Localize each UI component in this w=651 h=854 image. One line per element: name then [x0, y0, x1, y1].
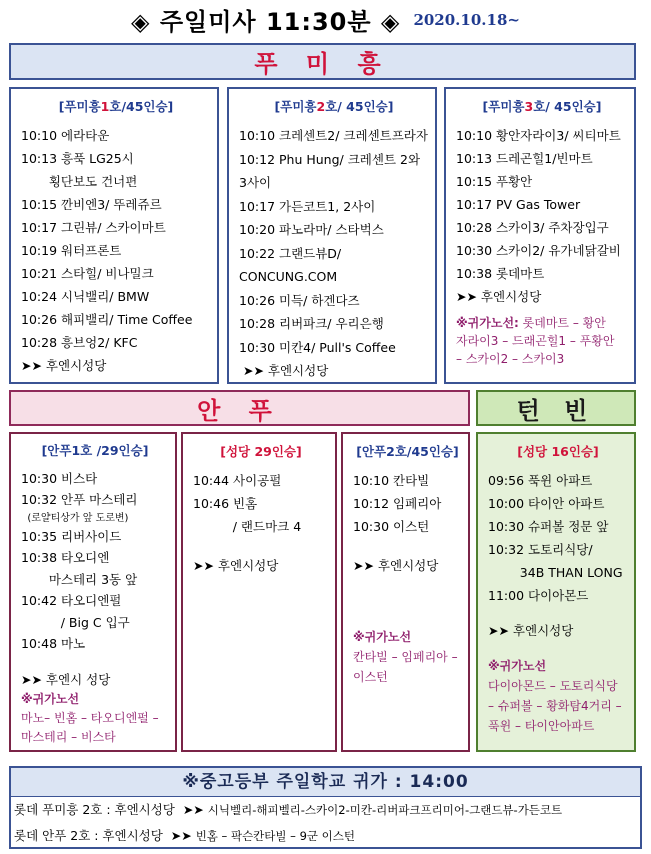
footer-route-2: 롯데 안푸 2호 : 후엔시성당 ➤➤ 빈홈 – 팍슨칸타빌 – 9군 이스턴: [14, 828, 355, 843]
section-label: 안 푸: [197, 396, 282, 425]
route-box-pumihung-2: [227, 87, 437, 384]
stop-list: [456, 124, 628, 308]
route-box-pumihung-1: [9, 87, 219, 384]
stop-item: 10:13 흥푹 LG25시: [21, 151, 134, 166]
stop-item: 10:28 리버파크/ 우리은행: [239, 316, 384, 331]
stop-item: 10:28 스카이3/ 주차장입구: [456, 220, 609, 235]
destination: ➤➤ 후엔시성당: [193, 558, 279, 573]
stop-list: [21, 526, 169, 655]
stop-item: 10:30 미칸4/ Pull's Coffee: [239, 339, 396, 355]
return-route: ※귀가노선 다이아몬드 – 도토리식당 – 슈퍼볼 – 황화탐4거리 – 푹윈 – 타이안아파트: [488, 659, 622, 733]
section-header-pumihung: [9, 43, 636, 80]
route-header: [안푸1호 /29인승]: [41, 443, 149, 458]
stop-item: 10:17 가든코트1, 2사이: [239, 198, 376, 214]
route-header: [성당 16인승]: [517, 444, 599, 459]
stop-item: 10:20 파노라마/ 스타벅스: [239, 222, 384, 237]
destination: ➤➤ 후엔시 성당: [21, 671, 111, 687]
sunday-school-return: [9, 766, 642, 849]
stop-item: 10:17 PV Gas Tower: [456, 197, 581, 212]
stop-item: 34B THAN LONG: [488, 565, 623, 580]
route-header: [푸미흥2호/ 45인승]: [274, 99, 394, 114]
route-box-anphu-2: [341, 432, 470, 752]
stop-item: 09:56 푹윈 아파트: [488, 473, 593, 488]
stop-item: ➤➤ 후엔시성당: [456, 289, 542, 304]
stop-item: 10:21 스타힐/ 비나밀크: [21, 266, 154, 281]
stop-item: 10:19 워터프론트: [21, 243, 122, 258]
section-header-anphu: [9, 390, 470, 426]
page-title: [0, 2, 651, 36]
stop-item: 10:24 시닉밸리/ BMW: [21, 289, 150, 304]
destination: ➤➤ 후엔시성당: [353, 558, 439, 573]
stop-item: 10:15 푸황안: [456, 174, 533, 189]
stop-item: 10:22 그랜드뷰D/: [239, 245, 342, 261]
route-box-church-16: [476, 432, 636, 752]
stop-item: 10:10 에라타운: [21, 128, 110, 143]
stop-item: ➤➤ 후엔시성당: [21, 358, 107, 373]
section-header-thuanbinh: [476, 390, 636, 426]
stop-item: 10:12 임페리아: [353, 496, 442, 511]
stop-item: / Big C 입구: [21, 614, 130, 630]
return-route: ※귀가노선 칸타빌 – 임페리아 – 이스턴: [353, 630, 458, 684]
stop-item: 10:10 칸타빌: [353, 473, 430, 488]
stop-item: 10:26 미득/ 하겐다즈: [239, 292, 360, 308]
stop-item: / 랜드마크 4: [193, 519, 302, 534]
stop-item: 10:28 흥브엉2/ KFC: [21, 335, 138, 350]
stop-item: 10:32 도토리식당/: [488, 542, 593, 557]
stop-item: ➤➤ 후엔시성당: [239, 363, 329, 378]
stop-item: 10:35 리버사이드: [21, 528, 122, 544]
stop-list: [193, 469, 329, 538]
destination: ➤➤ 후엔시성당: [488, 623, 574, 638]
route-header: [안푸2호/45인승]: [356, 444, 459, 459]
stop-item: 10:46 빈홈: [193, 496, 258, 511]
stop-item: 10:13 드레곤힐1/빈마트: [456, 151, 593, 166]
stop-list: [21, 468, 169, 511]
effective-date: 2020.10.18~: [413, 10, 520, 29]
stop-list: [239, 124, 429, 383]
route-box-anphu-1: [9, 432, 177, 752]
stop-item: 10:30 스카이2/ 유가네닭갈비: [456, 243, 621, 258]
section-label: 턴 빈: [516, 396, 596, 425]
stop-item: 10:17 그린뷰/ 스카이마트: [21, 220, 166, 235]
section-label: 푸 미 흥: [254, 50, 391, 78]
stop-item: 10:30 슈퍼볼 정문 앞: [488, 519, 609, 534]
route-header: [푸미흥3호/ 45인승]: [482, 99, 602, 114]
stop-item: 10:10 크레센트2/ 크레센트프라자: [239, 128, 428, 143]
stop-item: 10:26 해피밸리/ Time Coffee: [21, 312, 193, 327]
route-header: [성당 29인승]: [220, 444, 302, 459]
stop-item: 10:12 Phu Hung/ 크레센트 2와: [239, 151, 421, 167]
stop-item: 10:32 안푸 마스테리: [21, 492, 138, 507]
stop-note: (로얄티상가 앞 도로변): [21, 512, 129, 524]
stop-item: 11:00 다이아몬드: [488, 588, 589, 603]
return-route: ※귀가노선 마노– 빈홈 – 타오디엔펄 – 마스테리 – 비스타: [21, 692, 159, 744]
stop-list: [488, 469, 628, 607]
stop-item: 10:10 황안자라이3/ 씨티마트: [456, 128, 621, 143]
footer-route-1: 롯데 푸미흥 2호 : 후엔시성당 ➤➤ 시닉벨리-해피벨리-스카이2-미칸-리버파크프리미어-그랜드뷰-가든코트: [14, 802, 563, 817]
stop-item: 10:00 타이안 아파트: [488, 496, 605, 511]
stop-item: 10:30 이스턴: [353, 519, 430, 534]
page-title-text: ◈ 주일미사 11:30분 ◈: [131, 8, 401, 36]
stop-list: [353, 469, 462, 538]
stop-item: CONCUNG.COM: [239, 269, 338, 284]
stop-item: 10:42 타오디엔펄: [21, 593, 122, 608]
route-box-pumihung-3: [444, 87, 636, 384]
route-header: [푸미흥1호/45인승]: [58, 99, 174, 114]
stop-list: [21, 124, 211, 377]
footer-title: ※중고등부 주일학교 귀가 : 14:00: [11, 768, 640, 797]
stop-item: 10:38 롯데마트: [456, 266, 545, 281]
return-route: ※귀가노선: 롯데마트 – 황안 자라이3 – 드래곤힐1 – 푸황안 – 스카이2 – 스카이3: [456, 316, 615, 366]
stop-item: 횡단보도 건너편: [21, 174, 138, 189]
stop-item: 3사이: [239, 175, 272, 190]
route-box-church-29: [181, 432, 337, 752]
stop-item: 10:48 마노: [21, 636, 86, 651]
stop-item: 10:44 사이공펄: [193, 473, 282, 488]
stop-item: 10:30 비스타: [21, 470, 98, 486]
stop-item: 10:15 깐비엔3/ 뚜레쥬르: [21, 197, 162, 212]
stop-item: 10:38 타오디엔: [21, 550, 110, 565]
stop-item: 마스테리 3동 앞: [21, 571, 138, 587]
